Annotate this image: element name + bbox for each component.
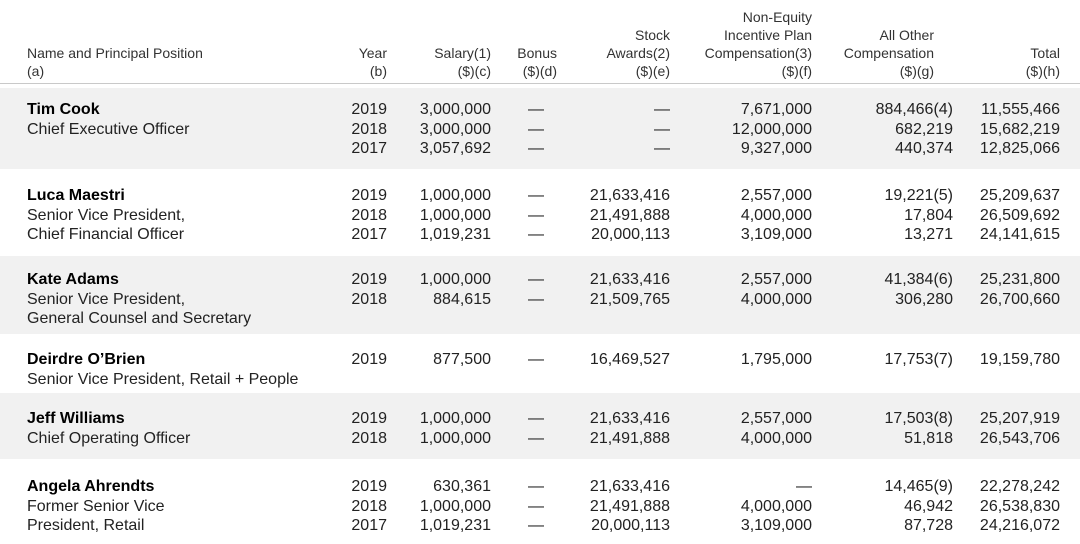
non-equity-value: 2,557,000 (740, 410, 812, 427)
executive-title-line: Senior Vice President, (27, 206, 186, 224)
total-value: 26,509,692 (979, 206, 1060, 224)
year-value: 2019 (351, 351, 387, 368)
all-other-cell (885, 477, 954, 536)
non-equity-value: 4,000,000 (740, 290, 812, 308)
year-value: 2019 (351, 101, 387, 118)
bonus-cell (528, 186, 544, 245)
non-equity-value: 4,000,000 (740, 429, 812, 447)
salary-value: 1,019,231 (419, 517, 491, 534)
executive-row-group (0, 256, 1080, 334)
header-bonus: Bonus ($)(d) (517, 45, 557, 79)
executive-title-line: General Counsel and Secretary (27, 310, 252, 327)
salary-value: 877,500 (433, 351, 491, 368)
bonus-value: — (528, 478, 544, 495)
bonus-cell (528, 350, 544, 370)
total-cell (980, 477, 1060, 536)
total-value: 26,538,830 (979, 497, 1060, 515)
total-value: 25,207,919 (979, 410, 1060, 427)
executive-row-group (0, 170, 1080, 255)
salary-cell (420, 477, 491, 536)
all-other-value: 440,374 (895, 140, 953, 157)
header-stock-awards: Stock Awards(2) ($)(e) (606, 27, 670, 79)
all-other-cell (885, 270, 954, 309)
year-value: 2018 (351, 497, 387, 515)
executive-name-cell (27, 409, 190, 448)
year-value: 2018 (351, 290, 387, 308)
header-non-equity: Non-Equity Incentive Plan Compensation(3) ($)(f) (704, 9, 812, 79)
all-other-cell (885, 350, 954, 370)
year-value: 2018 (351, 429, 387, 447)
non-equity-value: 7,671,000 (740, 101, 812, 118)
executive-title-line: Senior Vice President, Retail + People (27, 370, 299, 388)
bonus-value: — (528, 120, 544, 138)
bonus-value: — (528, 187, 544, 204)
stock-awards-value: 21,491,888 (589, 497, 670, 515)
total-value: 25,209,637 (979, 187, 1060, 204)
executive-name-cell (27, 350, 298, 389)
stock-awards-value: 21,509,765 (589, 290, 670, 308)
total-value: 24,141,615 (979, 226, 1060, 243)
bonus-value: — (528, 410, 544, 427)
total-value: 19,159,780 (979, 351, 1060, 368)
executive-name: Kate Adams (27, 271, 119, 288)
non-equity-cell (741, 350, 812, 370)
non-equity-value: 2,557,000 (740, 187, 812, 204)
stock-awards-value: 21,633,416 (589, 187, 670, 204)
total-value: 24,216,072 (979, 517, 1060, 534)
all-other-value: 17,753(7) (884, 351, 953, 368)
bonus-value: — (528, 497, 544, 515)
non-equity-value: 2,557,000 (740, 271, 812, 288)
stock-awards-cell (590, 409, 670, 448)
all-other-value: 17,804 (904, 206, 953, 224)
year-value: 2017 (351, 140, 387, 157)
bonus-value: — (528, 226, 544, 243)
total-value: 22,278,242 (979, 478, 1060, 495)
stock-awards-value: 20,000,113 (591, 517, 670, 534)
all-other-cell (876, 100, 953, 159)
year-cell (351, 477, 387, 536)
executive-title-line: Chief Financial Officer (27, 226, 185, 243)
salary-value: 3,000,000 (419, 101, 491, 118)
stock-awards-value: 21,491,888 (589, 429, 670, 447)
stock-awards-value: 16,469,527 (589, 351, 670, 368)
executive-title-line: Former Senior Vice (27, 497, 165, 515)
salary-value: 1,019,231 (419, 226, 491, 243)
year-value: 2017 (351, 517, 387, 534)
header-salary: Salary(1) ($)(c) (434, 45, 491, 79)
salary-cell (420, 409, 491, 448)
salary-value: 630,361 (433, 478, 491, 495)
header-year: Year (b) (358, 45, 387, 79)
non-equity-cell (741, 477, 812, 536)
year-value: 2019 (351, 187, 387, 204)
bonus-value: — (528, 140, 544, 157)
all-other-cell (885, 186, 954, 245)
all-other-value: 306,280 (895, 290, 953, 308)
stock-awards-value: 21,633,416 (589, 410, 670, 427)
total-cell (980, 350, 1060, 370)
non-equity-value: 9,327,000 (740, 140, 812, 157)
stock-awards-cell (654, 100, 670, 159)
salary-value: 1,000,000 (419, 497, 491, 515)
header-divider (0, 83, 1080, 84)
bonus-value: — (528, 351, 544, 368)
stock-awards-cell (590, 186, 670, 245)
year-value: 2019 (351, 478, 387, 495)
all-other-value: 51,818 (904, 429, 953, 447)
stock-awards-cell (590, 350, 670, 370)
non-equity-value: 3,109,000 (740, 517, 812, 534)
stock-awards-value: — (654, 101, 670, 118)
non-equity-cell (741, 186, 812, 245)
executive-name: Tim Cook (27, 101, 100, 118)
bonus-cell (528, 409, 544, 448)
salary-value: 3,000,000 (419, 120, 491, 138)
total-value: 15,682,219 (979, 120, 1060, 138)
salary-value: 1,000,000 (419, 429, 491, 447)
year-value: 2018 (351, 206, 387, 224)
executive-name: Luca Maestri (27, 187, 125, 204)
executive-name: Jeff Williams (27, 410, 125, 427)
year-cell (351, 350, 387, 370)
non-equity-value: 1,795,000 (740, 351, 812, 368)
non-equity-value: 3,109,000 (740, 226, 812, 243)
year-cell (351, 100, 387, 159)
stock-awards-value: 21,491,888 (589, 206, 670, 224)
non-equity-value: 4,000,000 (740, 206, 812, 224)
stock-awards-value: — (654, 120, 670, 138)
executive-name-cell (27, 270, 251, 329)
stock-awards-cell (590, 477, 670, 536)
year-value: 2019 (351, 271, 387, 288)
total-value: 26,700,660 (979, 290, 1060, 308)
total-value: 11,555,466 (981, 101, 1060, 118)
stock-awards-value: 21,633,416 (589, 271, 670, 288)
total-cell (980, 409, 1060, 448)
bonus-cell (528, 477, 544, 536)
salary-value: 1,000,000 (419, 206, 491, 224)
all-other-value: 87,728 (904, 517, 953, 534)
salary-value: 1,000,000 (419, 271, 491, 288)
table-header (0, 0, 1080, 84)
executive-title-line: President, Retail (27, 517, 145, 534)
all-other-cell (885, 409, 954, 448)
non-equity-value: — (796, 478, 812, 495)
all-other-value: 682,219 (895, 120, 953, 138)
bonus-value: — (528, 271, 544, 288)
stock-awards-value: 21,633,416 (589, 478, 670, 495)
stock-awards-cell (590, 270, 670, 309)
bonus-value: — (528, 429, 544, 447)
all-other-value: 13,271 (904, 226, 953, 243)
total-cell (980, 100, 1060, 159)
executive-title-line: Chief Executive Officer (27, 120, 190, 138)
executive-row-group (0, 393, 1080, 459)
all-other-value: 41,384(6) (884, 271, 953, 288)
year-value: 2017 (351, 226, 387, 243)
non-equity-value: 12,000,000 (731, 120, 812, 138)
non-equity-cell (732, 100, 812, 159)
all-other-value: 884,466(4) (875, 101, 953, 118)
header-total: Total ($)(h) (1025, 45, 1060, 79)
executive-row-group (0, 334, 1080, 393)
header-all-other: All Other Compensation ($)(g) (843, 27, 934, 79)
non-equity-cell (741, 270, 812, 309)
executive-row-group (0, 88, 1080, 169)
executive-row-group (0, 459, 1080, 544)
total-cell (980, 186, 1060, 245)
salary-cell (420, 186, 491, 245)
bonus-value: — (528, 290, 544, 308)
salary-cell (433, 350, 491, 370)
total-value: 12,825,066 (979, 140, 1060, 157)
salary-cell (420, 270, 491, 309)
salary-value: 3,057,692 (419, 140, 491, 157)
non-equity-value: 4,000,000 (740, 497, 812, 515)
executive-title-line: Senior Vice President, (27, 290, 186, 308)
non-equity-cell (741, 409, 812, 448)
year-value: 2018 (351, 120, 387, 138)
year-cell (351, 409, 387, 448)
year-cell (351, 270, 387, 309)
year-cell (351, 186, 387, 245)
bonus-value: — (528, 206, 544, 224)
year-value: 2019 (351, 410, 387, 427)
bonus-cell (528, 270, 544, 309)
executive-title-line: Chief Operating Officer (27, 429, 191, 447)
total-value: 25,231,800 (979, 271, 1060, 288)
all-other-value: 14,465(9) (884, 478, 953, 495)
all-other-value: 17,503(8) (884, 410, 953, 427)
bonus-value: — (528, 517, 544, 534)
executive-name-cell (27, 100, 189, 139)
stock-awards-value: 20,000,113 (591, 226, 670, 243)
salary-value: 1,000,000 (419, 187, 491, 204)
total-value: 26,543,706 (979, 429, 1060, 447)
executive-name: Deirdre O’Brien (27, 351, 146, 368)
executive-name: Angela Ahrendts (27, 478, 155, 495)
bonus-value: — (528, 101, 544, 118)
stock-awards-value: — (654, 140, 670, 157)
executive-name-cell (27, 186, 185, 245)
salary-cell (420, 100, 491, 159)
bonus-cell (528, 100, 544, 159)
total-cell (980, 270, 1060, 309)
salary-value: 884,615 (433, 290, 491, 308)
salary-value: 1,000,000 (419, 410, 491, 427)
all-other-value: 19,221(5) (884, 187, 953, 204)
header-name: Name and Principal Position (a) (27, 45, 203, 79)
executive-name-cell (27, 477, 165, 536)
all-other-value: 46,942 (904, 497, 953, 515)
